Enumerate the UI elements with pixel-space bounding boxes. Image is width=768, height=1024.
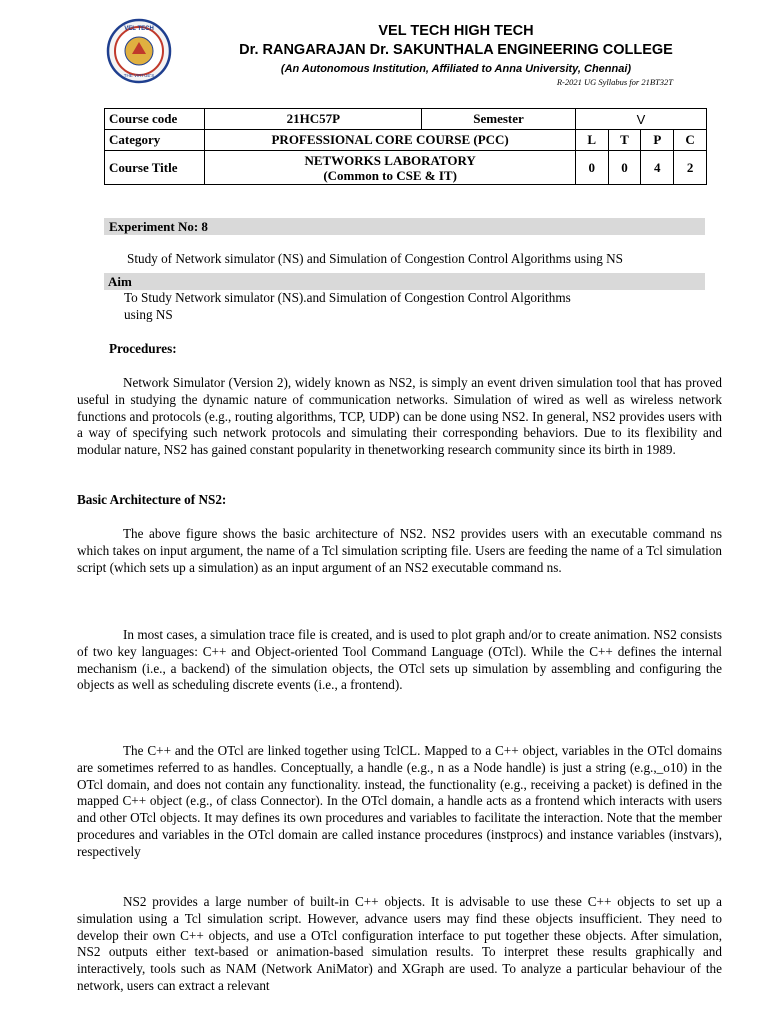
institution-name: VEL TECH HIGH TECH	[378, 23, 534, 39]
course-code-label: Course code	[105, 109, 205, 130]
syllabus-note: R-2021 UG Syllabus for 21BT32T	[556, 77, 673, 87]
ltpc-header-t: T	[608, 130, 641, 151]
paragraph-intro: Network Simulator (Version 2), widely known as NS2, is simply an event driven simulation tool that has proved useful in studying the dynamic nature of communication networks. Simulation of wired as well as wireless network functions and protocols (e.g., routing algorithms, TCP, UDP) can be done using NS2. In general, NS2 provides users with a way of specifying such network protocols and simulating their corresponding behaviors. Due to its flexibility and modular nature, NS2 has gained constant popularity in thenetworking research community since its birth in 1989.	[77, 375, 722, 458]
category-label: Category	[105, 130, 205, 151]
ltpc-value-p: 4	[641, 151, 674, 185]
course-title-label: Course Title	[105, 151, 205, 185]
experiment-number: Experiment No: 8	[104, 218, 705, 235]
procedures-heading: Procedures:	[109, 341, 177, 356]
course-info-table	[104, 108, 707, 185]
logo-text-top: VEL TECH	[124, 26, 154, 32]
ltpc-header-l: L	[575, 130, 608, 151]
experiment-study-title: Study of Network simulator (NS) and Simulation of Congestion Control Algorithms using NS	[127, 251, 623, 266]
paragraph-tclcl: The C++ and the OTcl are linked together using TclCL. Mapped to a C++ object, variables in the OTcl domains are sometimes referred to as handles. Conceptually, a handle (e.g., n as a Node handle) is just a string (e.g.,_o10) in the OTcl domain, and does not contain any functionality. instead, the functionality (e.g., receiving a packet) is defined in the mapped C++ object (e.g., of class Connector). In the OTcl domain, a handle acts as a frontend which interacts with users and other OTcl objects. It may defines its own procedures and variables to facilitate the interaction. Note that the member procedures and variables in the OTcl domain are called instance procedures (instprocs) and instance variables (instvars), respectively	[77, 743, 722, 859]
ltpc-value-t: 0	[608, 151, 641, 185]
aim-line1: To Study Network simulator (NS).and Simulation of Congestion Control Algorithms	[124, 290, 571, 305]
ltpc-header-c: C	[674, 130, 707, 151]
ltpc-header-p: P	[641, 130, 674, 151]
architecture-heading: Basic Architecture of NS2:	[77, 492, 227, 507]
course-title-line2: (Common to CSE & IT)	[323, 167, 457, 183]
category-value: PROFESSIONAL CORE COURSE (PCC)	[205, 130, 575, 151]
logo-text-bottom: THE VIRTUE'S	[123, 73, 155, 78]
college-name: Dr. RANGARAJAN Dr. SAKUNTHALA ENGINEERING COLLEGE	[239, 42, 673, 58]
course-title-line1: NETWORKS LABORATORY	[304, 152, 476, 168]
paragraph-languages: In most cases, a simulation trace file is created, and is used to plot graph and/or to create animation. NS2 consists of two key languages: C++ and Object-oriented Tool Command Language (OTcl). While the C++ defines the internal mechanism (i.e., a backend) of the simulation objects, the OTcl sets up simulation by assembling and configuring the objects as well as scheduling discrete events (i.e., a frontend).	[77, 627, 722, 693]
course-title-value	[205, 151, 575, 185]
semester-value: V	[575, 109, 706, 130]
affiliation-line: (An Autonomous Institution, Affiliated to Anna University, Chennai)	[280, 63, 632, 75]
aim-label: Aim	[104, 273, 705, 290]
ltpc-value-l: 0	[575, 151, 608, 185]
ltpc-value-c: 2	[674, 151, 707, 185]
semester-label: Semester	[422, 109, 576, 130]
aim-line2: using NS	[124, 307, 173, 322]
paragraph-builtin-objects: NS2 provides a large number of built-in C++ objects. It is advisable to use these C++ objects to set up a simulation using a Tcl simulation script. However, advance users may find these objects insufficient. They need to develop their own C++ objects, and use a OTcl configuration interface to put together these objects. After simulation, NS2 outputs either text-based or animation-based simulation results. To interpret these results graphically and interactively, tools such as NAM (Network AniMator) and XGraph are used. To analyze a particular behaviour of the network, users can extract a relevant	[77, 894, 722, 993]
college-logo	[106, 18, 172, 84]
paragraph-architecture: The above figure shows the basic architecture of NS2. NS2 provides users with an executable command ns which takes on input argument, the name of a Tcl simulation scripting file. Users are feeding the name of a Tcl simulation script (which sets up a simulation) as an input argument of an NS2 executable command ns.	[77, 526, 722, 575]
course-code-value: 21HC57P	[205, 109, 422, 130]
